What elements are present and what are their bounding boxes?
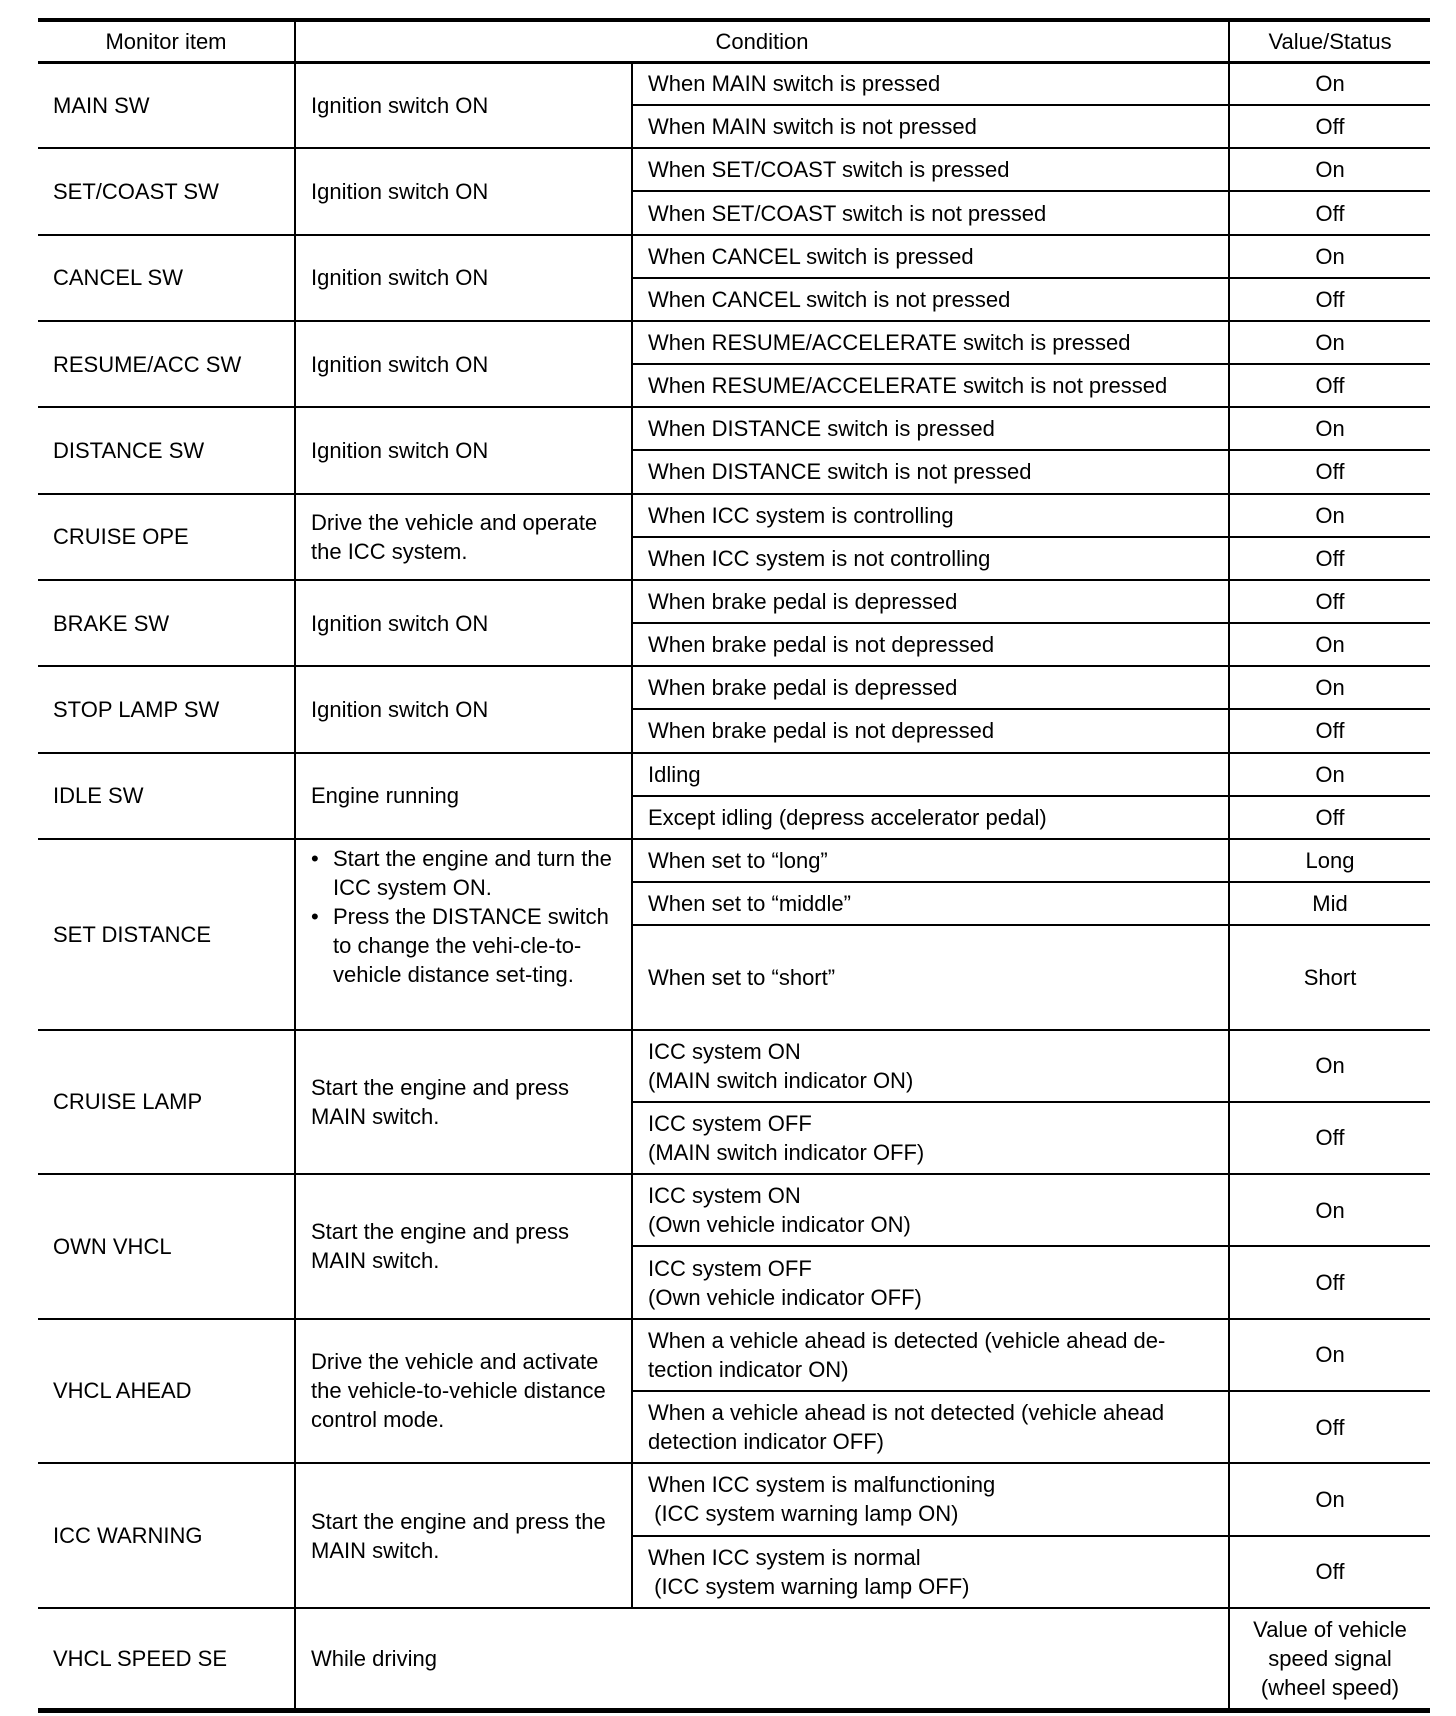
condition-main: Ignition switch ON [295,62,632,148]
condition-main: Ignition switch ON [295,148,632,234]
condition-sub: When DISTANCE switch is pressed [632,407,1229,450]
value-status: Value of vehicle speed signal (wheel speed) [1229,1608,1430,1711]
condition-main [295,839,632,1030]
table-row [38,753,1430,796]
monitor-item: ICC WARNING [38,1463,295,1608]
condition-sub [632,1102,1229,1174]
condition-line: ICC system ON [648,1183,801,1209]
value-status: On [1229,148,1430,191]
value-status: Off [1229,796,1430,839]
value-status: On [1229,666,1430,709]
condition-sub: When RESUME/ACCELERATE switch is pressed [632,321,1229,364]
condition-line: (ICC system warning lamp ON) [648,1501,959,1527]
condition-sub: When set to “long” [632,839,1229,882]
condition-sub: When RESUME/ACCELERATE switch is not pressed [632,364,1229,407]
condition-sub [632,1174,1229,1246]
condition-line: When ICC system is normal [648,1544,921,1570]
condition-line: ICC system OFF [648,1255,812,1281]
table-row [38,62,1430,105]
condition-bullets [311,844,616,989]
value-status: Off [1229,1246,1430,1318]
condition-main: Ignition switch ON [295,321,632,407]
value-status: On [1229,494,1430,537]
condition-sub: When MAIN switch is not pressed [632,105,1229,148]
condition-sub [632,1030,1229,1102]
condition-main: Start the engine and press the MAIN switch. [295,1463,632,1608]
monitor-item: CANCEL SW [38,235,295,321]
header-condition: Condition [295,20,1229,62]
condition-sub: When SET/COAST switch is pressed [632,148,1229,191]
bullet-item: • Press the DISTANCE switch to change the vehi-cle-to-vehicle distance set-ting. [333,902,616,989]
table-row [38,1463,1430,1535]
condition-sub: Idling [632,753,1229,796]
value-status: Off [1229,580,1430,623]
value-status: On [1229,321,1430,364]
monitor-item: RESUME/ACC SW [38,321,295,407]
condition-main: Ignition switch ON [295,666,632,752]
value-status: Off [1229,364,1430,407]
header-row [38,20,1430,62]
value-status: On [1229,1030,1430,1102]
condition-main: While driving [295,1608,1229,1711]
monitor-item: BRAKE SW [38,580,295,666]
condition-main: Start the engine and press MAIN switch. [295,1030,632,1175]
table-row [38,1030,1430,1102]
condition-sub: Except idling (depress accelerator pedal) [632,796,1229,839]
value-status: Mid [1229,882,1430,925]
condition-sub: When a vehicle ahead is detected (vehicle ahead de-tection indicator ON) [632,1319,1229,1391]
table-row [38,235,1430,278]
table-row [38,1319,1430,1391]
monitor-item: SET/COAST SW [38,148,295,234]
value-status: Off [1229,450,1430,493]
condition-line: When ICC system is malfunctioning [648,1472,996,1498]
monitor-item: VHCL AHEAD [38,1319,295,1464]
condition-main: Ignition switch ON [295,235,632,321]
condition-sub [632,1536,1229,1608]
value-status: Off [1229,709,1430,752]
table-row [38,1174,1430,1246]
condition-main: Drive the vehicle and operate the ICC system. [295,494,632,580]
table-row [38,580,1430,623]
value-status: Off [1229,191,1430,234]
value-status: Off [1229,105,1430,148]
monitor-item: CRUISE OPE [38,494,295,580]
condition-line: (ICC system warning lamp OFF) [648,1573,970,1599]
value-status: On [1229,62,1430,105]
table-row [38,1608,1430,1711]
monitor-item: SET DISTANCE [38,839,295,1030]
condition-sub [632,1246,1229,1318]
value-status: Off [1229,1391,1430,1463]
table-row [38,148,1430,191]
value-status: On [1229,1463,1430,1535]
monitor-item: CRUISE LAMP [38,1030,295,1175]
value-status: On [1229,753,1430,796]
condition-sub: When ICC system is controlling [632,494,1229,537]
condition-line: ICC system ON [648,1038,801,1064]
table-row [38,407,1430,450]
condition-sub: When SET/COAST switch is not pressed [632,191,1229,234]
monitor-item: DISTANCE SW [38,407,295,493]
table-row [38,666,1430,709]
value-status: On [1229,407,1430,450]
monitor-item: OWN VHCL [38,1174,295,1319]
condition-sub: When CANCEL switch is pressed [632,235,1229,278]
monitor-item: STOP LAMP SW [38,666,295,752]
value-status: Off [1229,1102,1430,1174]
condition-sub: When a vehicle ahead is not detected (vehicle ahead detection indicator OFF) [632,1391,1229,1463]
condition-line: (Own vehicle indicator OFF) [648,1284,922,1310]
value-status: Short [1229,925,1430,1029]
condition-main: Engine running [295,753,632,839]
condition-sub: When MAIN switch is pressed [632,62,1229,105]
condition-main: Ignition switch ON [295,407,632,493]
value-status: Off [1229,537,1430,580]
condition-sub: When CANCEL switch is not pressed [632,278,1229,321]
table-row [38,494,1430,537]
condition-main: Start the engine and press MAIN switch. [295,1174,632,1319]
condition-sub: When brake pedal is depressed [632,580,1229,623]
condition-sub: When set to “short” [632,925,1229,1029]
condition-sub [632,1463,1229,1535]
bullet-item: • Start the engine and turn the ICC system ON. [333,844,616,902]
monitor-item: IDLE SW [38,753,295,839]
condition-line: ICC system OFF [648,1110,812,1136]
monitor-item: VHCL SPEED SE [38,1608,295,1711]
table-row [38,321,1430,364]
condition-main: Ignition switch ON [295,580,632,666]
condition-sub: When brake pedal is not depressed [632,709,1229,752]
condition-line: (MAIN switch indicator OFF) [648,1139,925,1165]
value-status: On [1229,1319,1430,1391]
condition-main: Drive the vehicle and activate the vehicle-to-vehicle distance control mode. [295,1319,632,1464]
condition-sub: When ICC system is not controlling [632,537,1229,580]
value-status: On [1229,235,1430,278]
monitor-table [38,18,1430,1713]
condition-sub: When DISTANCE switch is not pressed [632,450,1229,493]
condition-sub: When brake pedal is depressed [632,666,1229,709]
condition-sub: When set to “middle” [632,882,1229,925]
value-status: Long [1229,839,1430,882]
header-monitor-item: Monitor item [38,20,295,62]
condition-line: (Own vehicle indicator ON) [648,1212,911,1238]
table-row [38,839,1430,882]
monitor-item: MAIN SW [38,62,295,148]
value-status: Off [1229,1536,1430,1608]
value-status: On [1229,623,1430,666]
value-status: On [1229,1174,1430,1246]
value-status: Off [1229,278,1430,321]
condition-sub: When brake pedal is not depressed [632,623,1229,666]
header-value-status: Value/Status [1229,20,1430,62]
condition-line: (MAIN switch indicator ON) [648,1067,914,1093]
